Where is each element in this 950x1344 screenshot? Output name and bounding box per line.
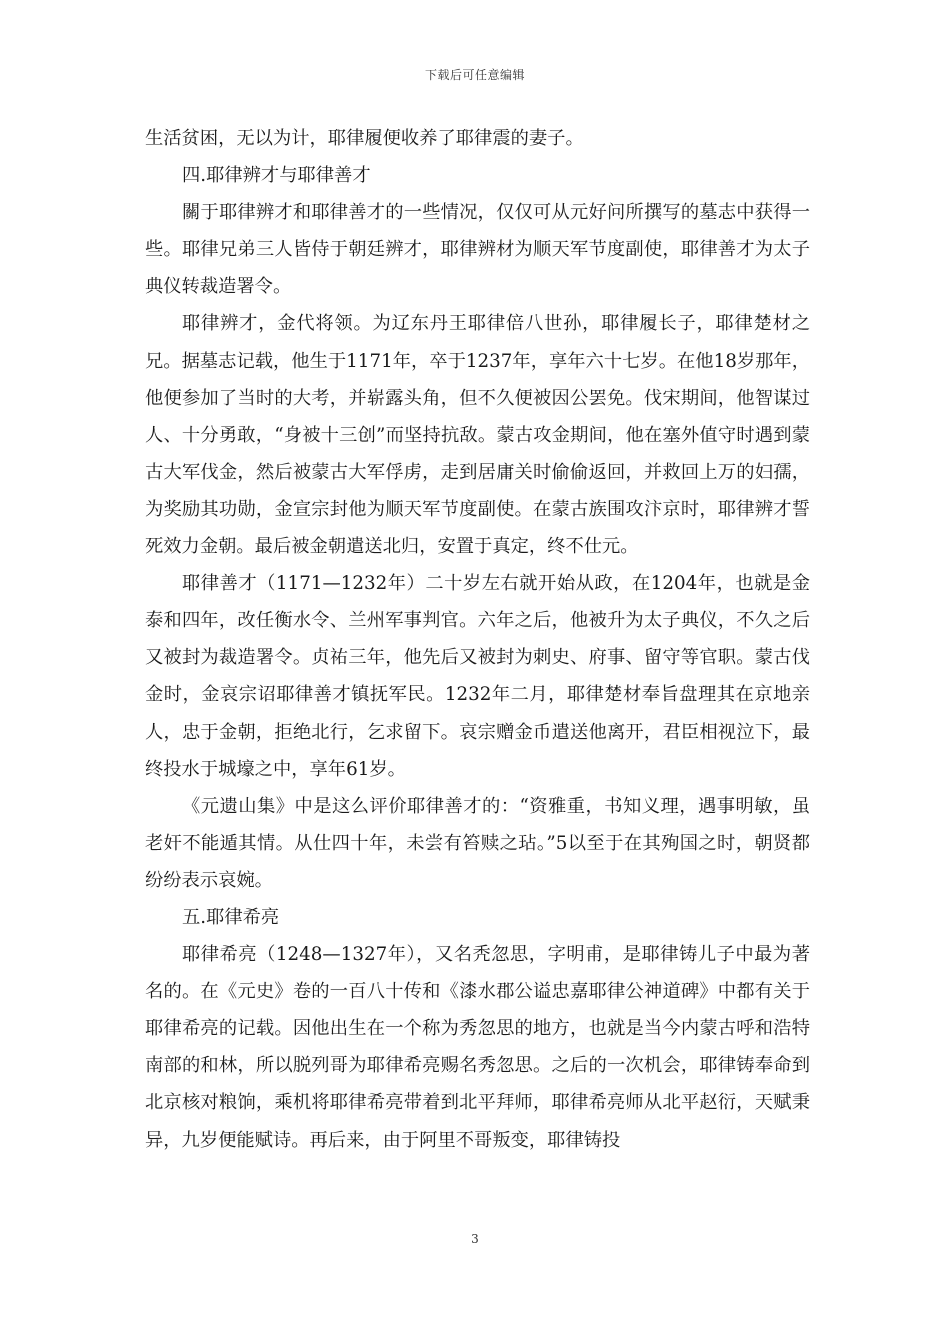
- paragraph: 關于耶律辨才和耶律善才的一些情况，仅仅可从元好问所撰写的墓志中获得一些。耶律兄弟三人皆侍于朝廷辨才，耶律辨材为顺天军节度副使，耶律善才为太子典仪转裁造署令。: [145, 202, 810, 298]
- paragraph: 耶律辨才，金代将领。为辽东丹王耶律倍八世孙，耶律履长子，耶律楚材之兄。据墓志记载，他生于1171年，卒于1237年，享年六十七岁。在他18岁那年，他便参加了当时的大考，并崭露头角，但不久便被因公罢免。伐宋期间，他智谋过人、十分勇敢，“身被十三创”而坚持抗敌。蒙古攻金期间，他在塞外值守时遇到蒙古大军伐金，然后被蒙古大军俘虏，走到居庸关时偷偷返回，并救回上万的妇孺，为奖励其功勋，金宣宗封他为顺天军节度副使。在蒙古族围攻汴京时，耶律辨才誓死效力金朝。最后被金朝遣送北归，安置于真定，终不仕元。: [145, 313, 810, 558]
- page-number: 3: [471, 1232, 479, 1246]
- section-heading-4: 四.耶律辨才与耶律善才: [182, 165, 371, 187]
- paragraph-continuation: 生活贫困，无以为计，耶律履便收养了耶律震的妻子。: [145, 128, 584, 149]
- paragraph: 《元遗山集》中是这么评价耶律善才的：“资雅重，书知义理，遇事明敏，虽老奸不能遁其情。从仕四十年，未尝有笞赎之玷。”5以至于在其殉国之时，朝贤都纷纷表示哀婉。: [145, 795, 810, 891]
- paragraph: 耶律善才（1171—1232年）二十岁左右就开始从政，在1204年，也就是金泰和四年，改任衡水令、兰州军事判官。六年之后，他被升为太子典仪，不久之后又被封为裁造署令。贞祐三年，他先后又被封为刺史、府事、留守等官职。蒙古伐金时，金哀宗诏耶律善才镇抚军民。1232年二月，耶律楚材奉旨盘理其在京地亲人，忠于金朝，拒绝北行，乞求留下。哀宗赠金币遣送他离开，君臣相视泣下，最终投水于城壕之中，享年61岁。: [145, 573, 810, 780]
- paragraph: 耶律希亮（1248—1327年），又名秃忽思，字明甫，是耶律铸儿子中最为著名的。在《元史》卷的一百八十传和《漆水郡公谥忠嘉耶律公神道碑》中都有关于耶律希亮的记载。因他出生在一个称为秀忽思的地方，也就是当今内蒙古呼和浩特南部的和林，所以脱列哥为耶律希亮赐名秀忽思。之后的一次机会，耶律铸奉命到北京核对粮饷，乘机将耶律希亮带着到北平拜师，耶律希亮师从北平赵衍，天赋秉异，九岁便能赋诗。再后来，由于阿里不哥叛变，耶律铸投: [145, 944, 810, 1151]
- section-heading-5: 五.耶律希亮: [182, 906, 280, 928]
- document-body: [145, 120, 810, 1159]
- page-header: 下载后可任意编辑: [424, 68, 525, 82]
